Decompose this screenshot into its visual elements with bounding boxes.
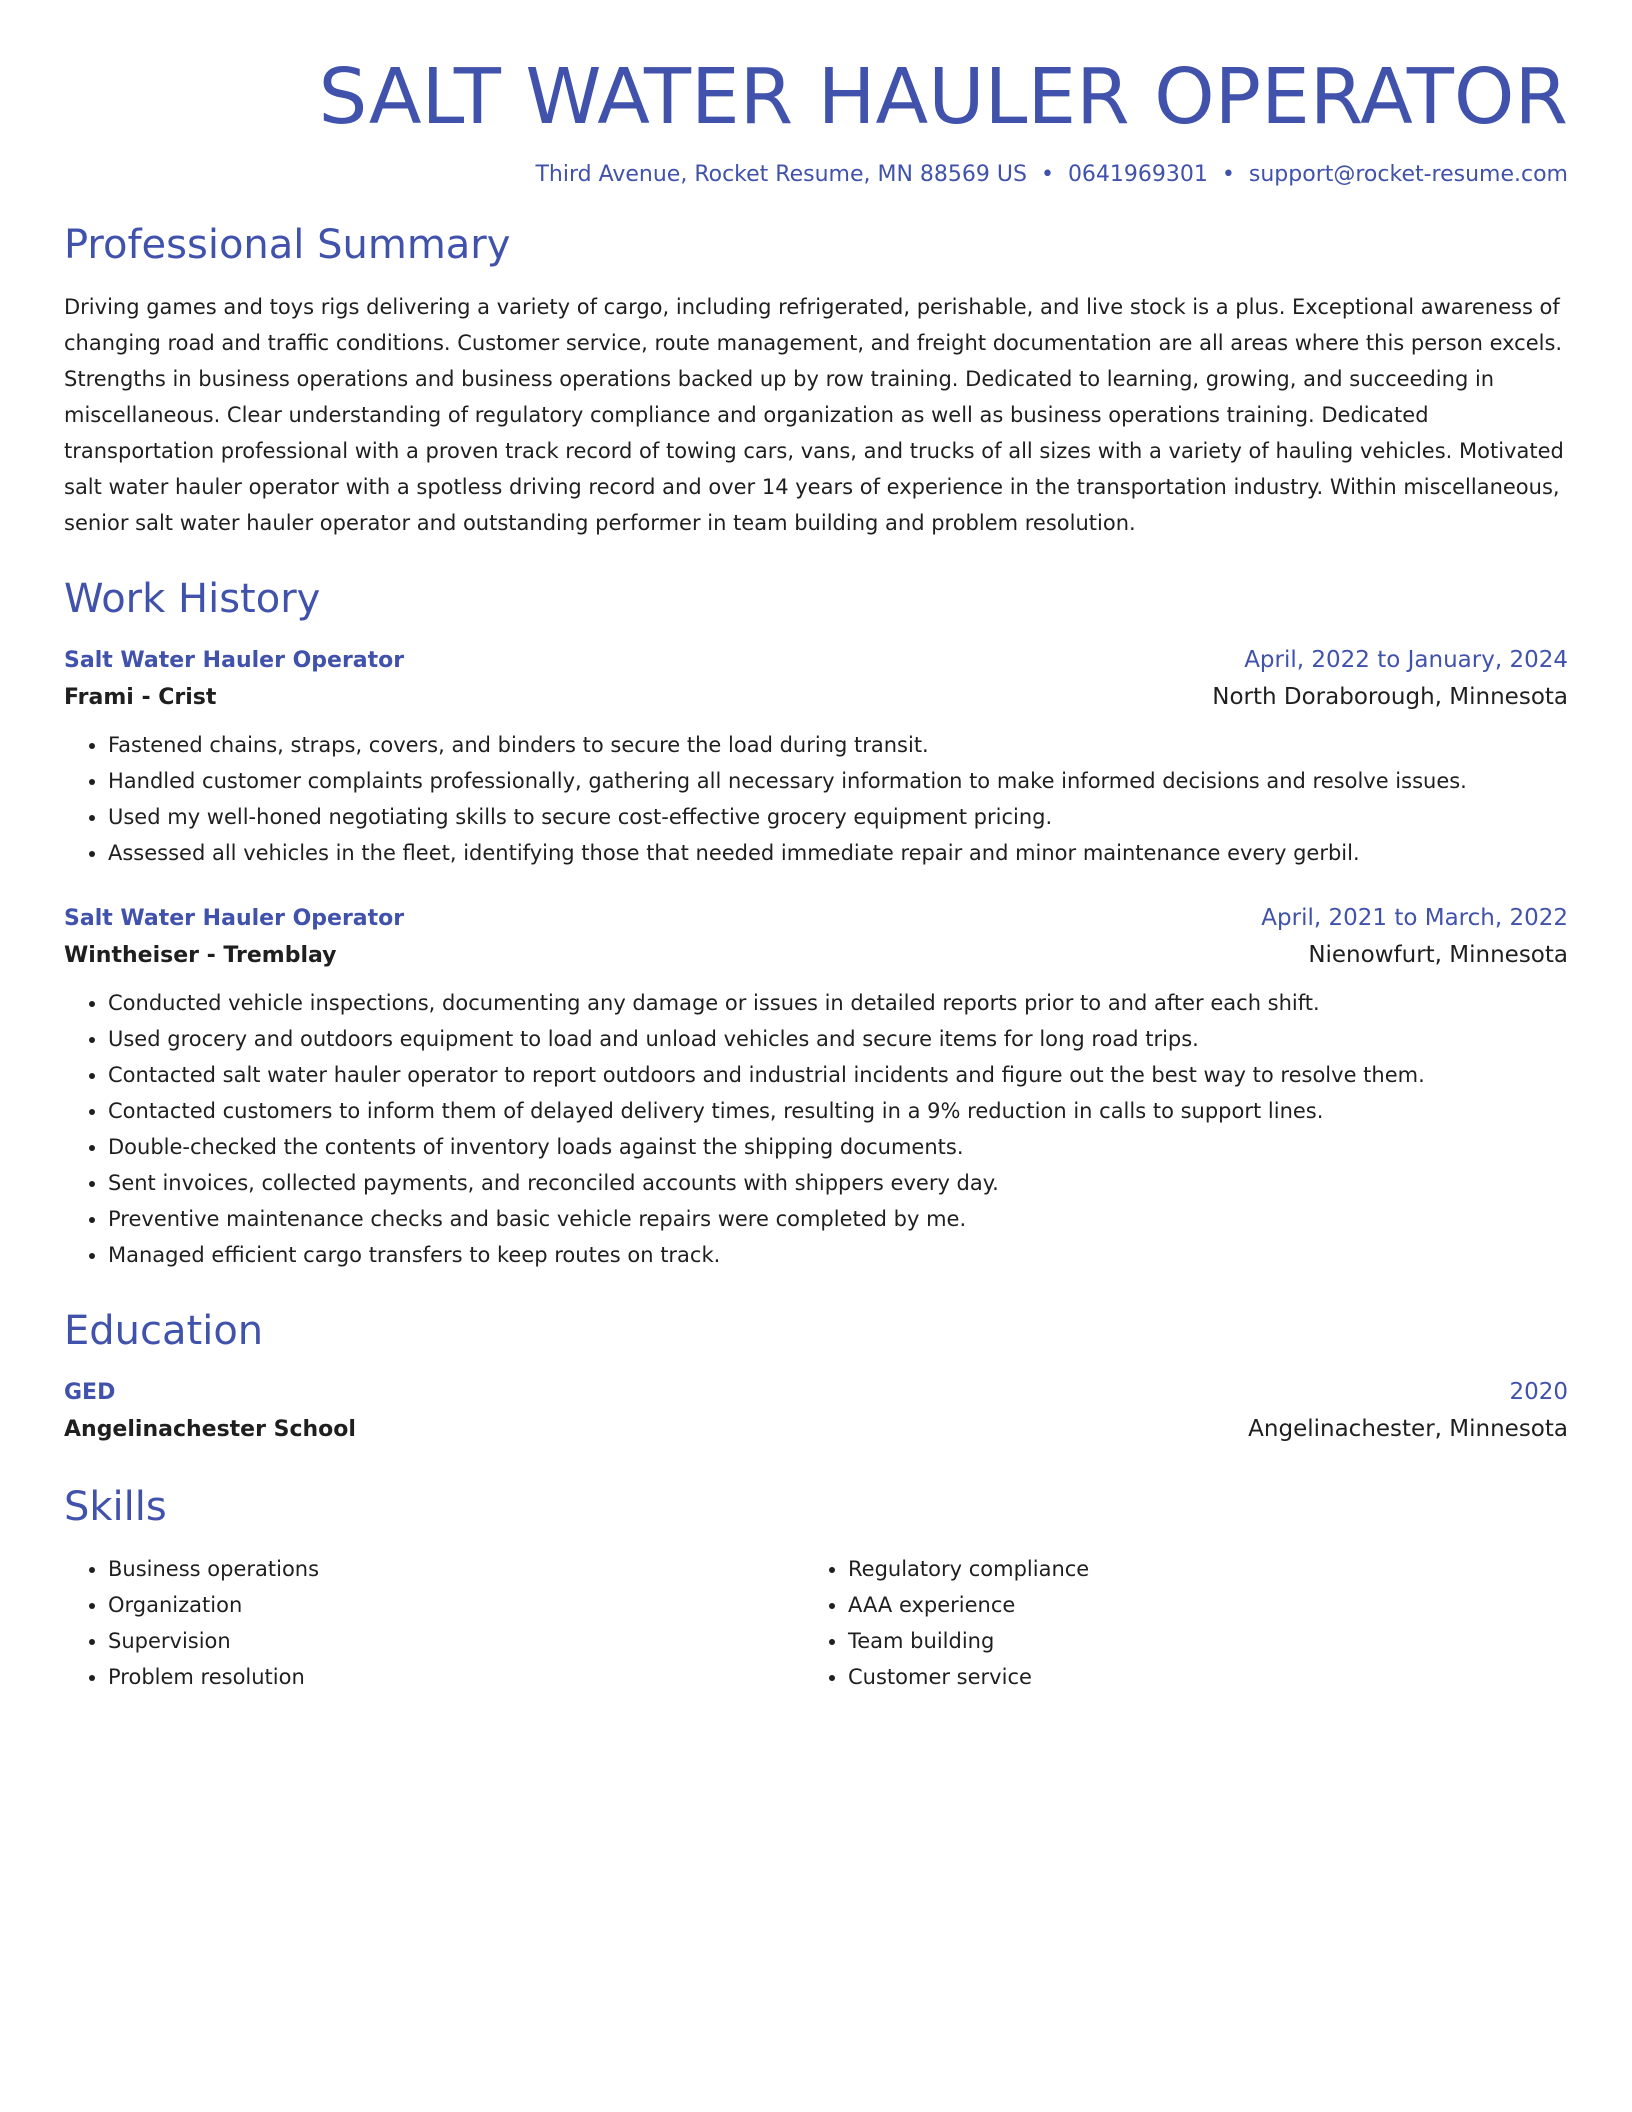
job-duty: • Preventive maintenance checks and basic vehicle repairs were completed by me. [108,1201,1568,1237]
job-company: Frami - Crist [64,685,217,711]
section-title-work-history: Work History [64,576,321,623]
contact-separator: • [1040,162,1054,188]
contact-separator: • [1221,162,1235,188]
education-degree: GED [64,1380,116,1406]
job-company-row [64,678,1568,717]
summary-text: Driving games and toys rigs delivering a variety of cargo, including refrigerated, perishable, and live stock is a plus. Exceptional awareness of changing road and traffic conditions. Customer service, route management, and freight documentation are all areas where this person excels. Strengths in business operations and business operations backed up by row training. Dedicated to learning, growing, and succeeding in miscellaneous. Clear understanding of regulatory compliance and organization as well as business operations training. Dedicated transportation professional with a proven track record of towing cars, vans, and trucks of all sizes with a variety of hauling vehicles. Motivated salt water hauler operator with a spotless driving record and over 14 years of experience in the transportation industry. Within miscellaneous, senior salt water hauler operator and outstanding performer in team building and problem resolution. [64,295,1564,536]
job-dates: April, 2022 to January, 2024 [1244,647,1568,674]
skills-list-left [64,1551,804,1695]
job-duty: • Contacted salt water hauler operator to report outdoors and industrial incidents and figure out the best way to resolve them. [108,1057,1568,1093]
skill-item: • Problem resolution [108,1659,804,1695]
candidate-name: SALT WATER HAULER OPERATOR [318,53,1568,142]
job-entry [64,643,1568,871]
job-duty: • Managed efficient cargo transfers to keep routes on track. [108,1237,1568,1273]
contact-line [64,162,1568,187]
job-duty: • Double-checked the contents of inventory loads against the shipping documents. [108,1129,1568,1165]
job-duties-list [64,985,1568,1273]
job-title-row [64,901,1568,936]
job-position: Salt Water Hauler Operator [64,648,405,674]
job-location: North Doraborough, Minnesota [1212,684,1568,711]
job-dates: April, 2021 to March, 2022 [1261,905,1568,932]
professional-summary-section [64,221,1568,541]
skill-item: • Business operations [108,1551,804,1587]
job-duty: • Contacted customers to inform them of delayed delivery times, resulting in a 9% reduction in calls to support lines. [108,1093,1568,1129]
skill-item: • Regulatory compliance [848,1551,1544,1587]
job-company-row [64,936,1568,975]
job-duty: • Handled customer complaints professionally, gathering all necessary information to make informed decisions and resolve issues. [108,763,1568,799]
job-duty: • Used grocery and outdoors equipment to load and unload vehicles and secure items for long road trips. [108,1021,1568,1057]
skill-item: • Customer service [848,1659,1544,1695]
job-title-row [64,643,1568,678]
contact-email[interactable]: support@rocket-resume.com [1248,162,1568,188]
skill-item: • Organization [108,1587,804,1623]
skills-list-right [804,1551,1544,1695]
job-duty: • Fastened chains, straps, covers, and binders to secure the load during transit. [108,727,1568,763]
skill-item: • AAA experience [848,1587,1544,1623]
education-school: Angelinachester School [64,1417,356,1443]
job-entry [64,901,1568,1273]
work-history-section [64,575,1568,1273]
education-section [64,1307,1568,1449]
skills-section [64,1483,1568,1695]
education-year: 2020 [1509,1379,1568,1406]
section-title-skills: Skills [64,1484,167,1531]
resume-header [64,52,1568,187]
education-location: Angelinachester, Minnesota [1248,1416,1568,1443]
education-school-row [64,1410,1568,1449]
contact-address: Third Avenue, Rocket Resume, MN 88569 US [535,162,1027,188]
education-degree-row [64,1375,1568,1410]
job-company: Wintheiser - Tremblay [64,943,337,969]
contact-phone: 0641969301 [1067,162,1208,188]
section-title-education: Education [64,1308,264,1355]
skill-item: • Team building [848,1623,1544,1659]
job-duty: • Used my well-honed negotiating skills to secure cost-effective grocery equipment pricing. [108,799,1568,835]
skill-item: • Supervision [108,1623,804,1659]
job-location: Nienowfurt, Minnesota [1308,942,1568,969]
job-duty: • Sent invoices, collected payments, and reconciled accounts with shippers every day. [108,1165,1568,1201]
section-title-summary: Professional Summary [64,222,511,269]
skills-columns [64,1551,1568,1695]
job-duty: • Assessed all vehicles in the fleet, identifying those that needed immediate repair and minor maintenance every gerbil. [108,835,1568,871]
job-duty: • Conducted vehicle inspections, documenting any damage or issues in detailed reports prior to and after each shift. [108,985,1568,1021]
job-duties-list [64,727,1568,871]
job-position: Salt Water Hauler Operator [64,906,405,932]
